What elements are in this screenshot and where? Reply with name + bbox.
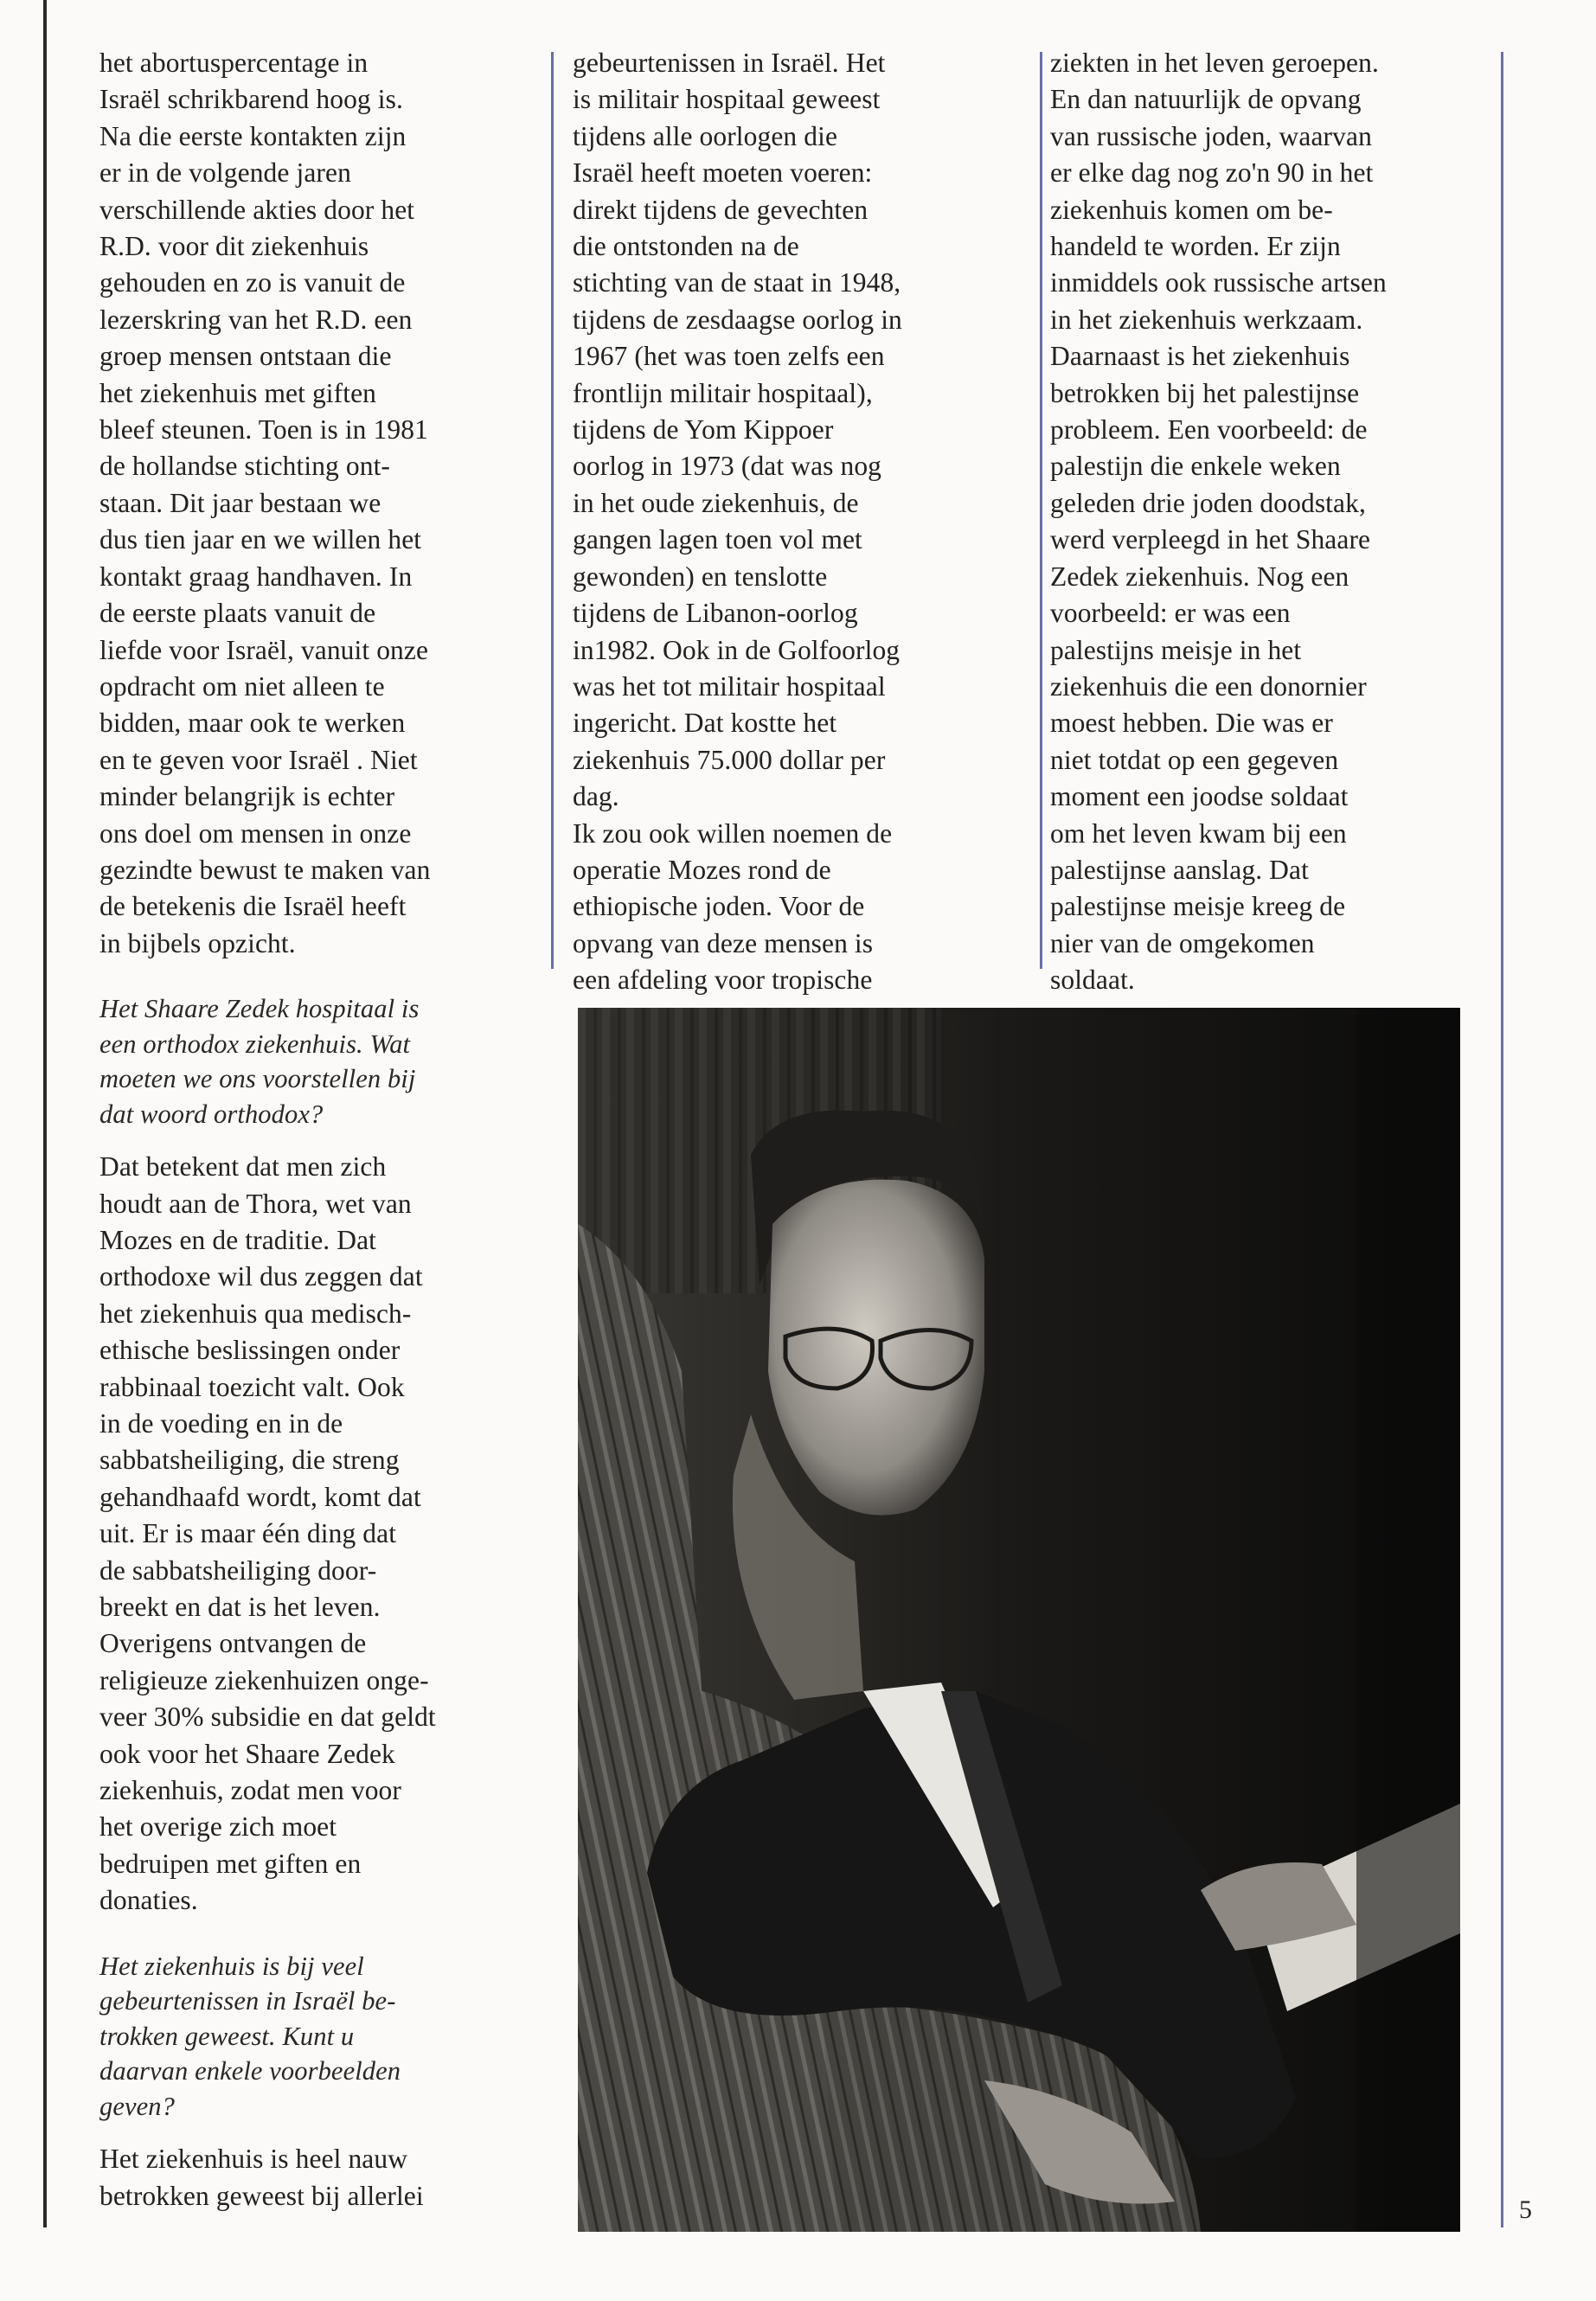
text-line: het overige zich moet <box>99 1811 337 1843</box>
column-divider-2 <box>1040 52 1042 969</box>
text-line: Na die eerste kontakten zijn <box>99 120 407 151</box>
text-line: moment een joodse soldaat <box>1050 781 1349 812</box>
text-line: kontakt graag handhaven. In <box>99 561 413 592</box>
text-line: die ontstonden na de <box>573 231 799 262</box>
text-line: de betekenis die Israël heeft <box>99 891 407 922</box>
text-line: in het ziekenhuis werkzaam. <box>1050 304 1363 335</box>
text-line: tijdens de Yom Kippoer <box>573 414 834 445</box>
text-line: ziekten in het leven geroepen. <box>1050 48 1379 78</box>
text-line: Ik zou ook willen noemen de <box>573 817 893 849</box>
text-line: werd verpleegd in het Shaare <box>1050 524 1371 555</box>
text-line: Israël heeft moeten voeren: <box>573 157 873 189</box>
text-line: gehouden en zo is vanuit de <box>99 267 406 298</box>
text-line: betrokken bij het palestijnse <box>1050 377 1360 408</box>
text-line: ons doel om mensen in onze <box>99 817 412 849</box>
text-line: sabbatsheiliging, die streng <box>99 1445 400 1476</box>
text-line: om het leven kwam bij een <box>1050 817 1347 849</box>
text-line: moest hebben. Die was er <box>1050 708 1333 739</box>
text-line: Overigens ontvangen de <box>99 1628 367 1659</box>
text-line: dat woord orthodox? <box>99 1099 324 1129</box>
text-line: Het Shaare Zedek hospitaal is <box>99 994 420 1024</box>
text-line: Dat betekent dat men zich <box>99 1151 387 1183</box>
answer-events-start <box>99 2141 541 2214</box>
text-line: houdt aan de Thora, wet van <box>99 1188 412 1219</box>
text-line: liefde voor Israël, vanuit onze <box>99 634 429 665</box>
text-line: voorbeeld: er was een <box>1050 598 1291 629</box>
face <box>768 1180 984 1516</box>
text-line: ingericht. Dat kostte het <box>573 708 837 739</box>
text-line: opvang van deze mensen is <box>573 927 874 958</box>
text-line: ethische beslissingen onder <box>99 1335 401 1366</box>
column-2-paragraph <box>573 45 1031 999</box>
text-line: religieuze ziekenhuizen onge- <box>99 1664 429 1695</box>
text-line: handeld te worden. Er zijn <box>1050 231 1341 262</box>
portrait-photo-illustration <box>578 1008 1460 2232</box>
text-line: tijdens de zesdaagse oorlog in <box>573 304 902 335</box>
text-column-2 <box>573 45 1031 999</box>
text-line: staan. Dit jaar bestaan we <box>99 487 381 518</box>
text-line: rabbinaal toezicht valt. Ook <box>99 1371 405 1402</box>
text-line: geven? <box>99 2091 175 2121</box>
text-line: Mozes en de traditie. Dat <box>99 1224 377 1255</box>
column-divider-1 <box>551 52 554 969</box>
text-line: ziekenhuis, zodat men voor <box>99 1775 401 1806</box>
text-line: breekt en dat is het leven. <box>99 1592 381 1623</box>
text-line: het ziekenhuis met giften <box>99 377 377 408</box>
text-line: veer 30% subsidie en dat geldt <box>99 1702 436 1733</box>
text-line: En dan natuurlijk de opvang <box>1050 84 1362 115</box>
text-line: in de voeding en in de <box>99 1408 343 1439</box>
text-line: probleem. Een voorbeeld: de <box>1050 414 1368 445</box>
text-line: er elke dag nog zo'n 90 in het <box>1050 157 1374 189</box>
text-line: gezindte bewust te maken van <box>99 854 431 885</box>
text-line: ziekenhuis komen om be- <box>1050 194 1333 225</box>
text-line: tijdens de Libanon-oorlog <box>573 598 858 629</box>
interview-question-events <box>99 1949 541 2125</box>
text-line: ziekenhuis die een donornier <box>1050 670 1367 702</box>
text-line: het abortuspercentage in <box>99 48 369 78</box>
text-line: dus tien jaar en we willen het <box>99 524 422 555</box>
text-line: daarvan enkele voorbeelden <box>99 2056 401 2086</box>
left-page-edge <box>43 0 47 2227</box>
text-line: stichting van de staat in 1948, <box>573 267 901 298</box>
text-line: betrokken geweest bij allerlei <box>99 2180 424 2211</box>
text-line: Zedek ziekenhuis. Nog een <box>1050 561 1349 592</box>
text-line: orthodoxe wil dus zeggen dat <box>99 1261 423 1292</box>
text-line: inmiddels ook russische artsen <box>1050 267 1387 298</box>
text-column-3 <box>1050 45 1500 999</box>
intro-paragraph <box>99 45 541 962</box>
text-line: een orthodox ziekenhuis. Wat <box>99 1029 411 1059</box>
text-line: niet totdat op een gegeven <box>1050 744 1339 775</box>
text-line: Israël schrikbarend hoog is. <box>99 84 403 115</box>
text-line: palestijns meisje in het <box>1050 634 1302 665</box>
text-line: de eerste plaats vanuit de <box>99 598 376 629</box>
text-line: palestijn die enkele weken <box>1050 451 1341 482</box>
text-line: van russische joden, waarvan <box>1050 120 1372 151</box>
right-column-rule <box>1501 52 1503 2227</box>
text-line: groep mensen ontstaan die <box>99 341 392 372</box>
text-line: frontlijn militair hospitaal), <box>573 377 873 408</box>
text-line: gewonden) en tenslotte <box>573 561 828 592</box>
text-line: en te geven voor Israël . Niet <box>99 744 418 775</box>
text-line: palestijnse meisje kreeg de <box>1050 891 1346 922</box>
text-line: gangen lagen toen vol met <box>573 524 862 555</box>
text-line: tijdens alle oorlogen die <box>573 120 838 151</box>
text-line: gebeurtenissen in Israël be- <box>99 1986 396 2016</box>
text-line: Het ziekenhuis is bij veel <box>99 1951 364 1981</box>
text-line: in het oude ziekenhuis, de <box>573 487 859 518</box>
text-line: palestijnse aanslag. Dat <box>1050 854 1309 885</box>
text-line: een afdeling voor tropische <box>573 965 873 996</box>
answer-orthodox <box>99 1149 541 1920</box>
text-line: Daarnaast is het ziekenhuis <box>1050 341 1350 372</box>
page-number: 5 <box>1519 2195 1532 2224</box>
text-line: dag. <box>573 781 619 812</box>
photo-shadow-edge <box>1356 1008 1460 2232</box>
interview-question-orthodox <box>99 991 541 1131</box>
text-line: R.D. voor dit ziekenhuis <box>99 231 369 262</box>
text-line: bleef steunen. Toen is in 1981 <box>99 414 428 445</box>
text-line: lezerskring van het R.D. een <box>99 304 413 335</box>
text-line: uit. Er is maar één ding dat <box>99 1518 397 1549</box>
text-line: gehandhaafd wordt, komt dat <box>99 1481 421 1512</box>
text-line: direkt tijdens de gevechten <box>573 194 869 225</box>
text-line: nier van de omgekomen <box>1050 927 1315 958</box>
portrait-photo <box>578 1008 1460 2232</box>
text-line: geleden drie joden doodstak, <box>1050 487 1366 518</box>
text-line: het ziekenhuis qua medisch- <box>99 1298 412 1329</box>
text-line: de sabbatsheiliging door- <box>99 1554 377 1586</box>
column-3-paragraph <box>1050 45 1500 999</box>
text-line: oorlog in 1973 (dat was nog <box>573 451 882 482</box>
text-line: ziekenhuis 75.000 dollar per <box>573 744 886 775</box>
text-line: is militair hospitaal geweest <box>573 84 881 115</box>
text-line: er in de volgende jaren <box>99 157 351 189</box>
text-line: soldaat. <box>1050 965 1135 996</box>
text-line: donaties. <box>99 1885 198 1916</box>
text-column-1 <box>99 45 541 2214</box>
text-line: in bijbels opzicht. <box>99 927 296 958</box>
text-line: gebeurtenissen in Israël. Het <box>573 48 886 78</box>
text-line: opdracht om niet alleen te <box>99 670 385 702</box>
text-line: bidden, maar ook te werken <box>99 708 406 739</box>
text-line: bedruipen met giften en <box>99 1848 362 1879</box>
text-line: verschillende akties door het <box>99 194 415 225</box>
text-line: operatie Mozes rond de <box>573 854 831 885</box>
text-line: in1982. Ook in de Golfoorlog <box>573 634 901 665</box>
text-line: Het ziekenhuis is heel nauw <box>99 2144 408 2175</box>
text-line: was het tot militair hospitaal <box>573 670 886 702</box>
text-line: ethiopische joden. Voor de <box>573 891 865 922</box>
text-line: moeten we ons voorstellen bij <box>99 1064 416 1094</box>
text-line: de hollandse stichting ont- <box>99 451 391 482</box>
text-line: minder belangrijk is echter <box>99 781 395 812</box>
text-line: ook voor het Shaare Zedek <box>99 1738 395 1769</box>
text-line: 1967 (het was toen zelfs een <box>573 341 885 372</box>
text-line: trokken geweest. Kunt u <box>99 2021 355 2051</box>
